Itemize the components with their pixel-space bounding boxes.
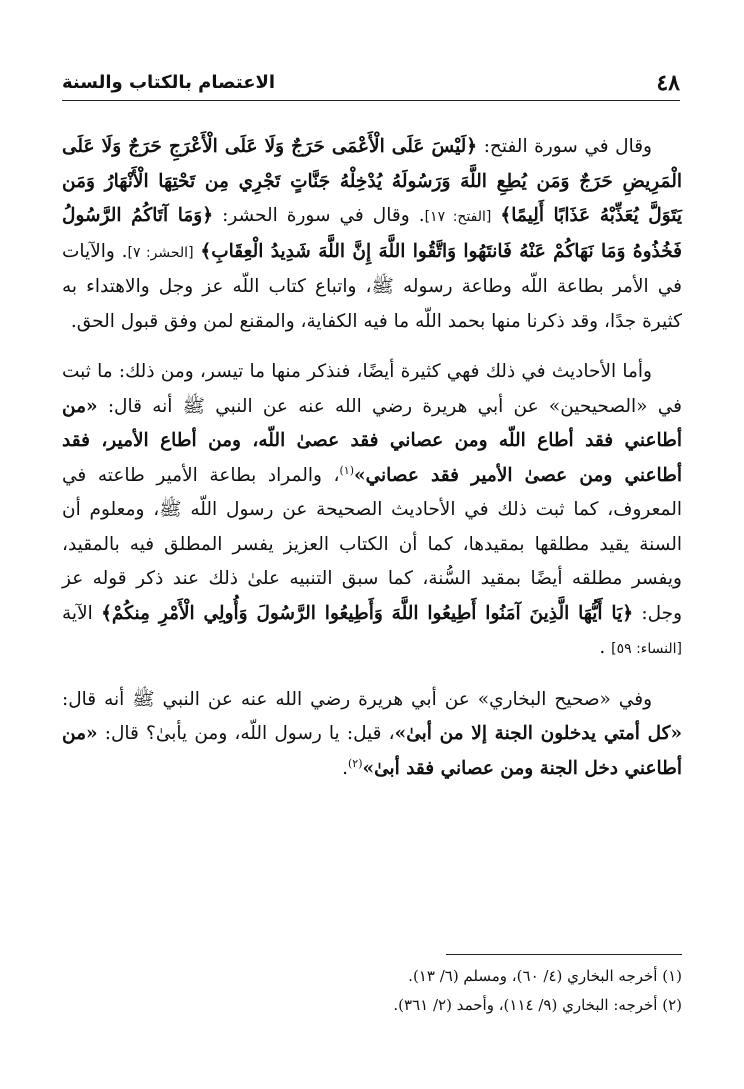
p2-after-quran: الآية: [62, 602, 93, 624]
paragraph-3: [62, 683, 682, 787]
p2-intro: وأما الأحاديث في ذلك فهي كثيرة أيضًا، فنذكر منها ما تيسر، ومن ذلك: ما ثبت في «الصحيحين» عن أبي هريرة رضي الله عنه عن النبي ﷺ أنه قال:: [62, 361, 682, 417]
footnote-marker-1: (١): [339, 463, 355, 477]
hadith-obedience: «من أطاعني فقد أطاع اللّه ومن عصاني فقد عصىٰ اللّه، ومن أطاع الأمير، فقد أطاعني ومن عصىٰ الأمير فقد عصاني»: [62, 395, 682, 486]
footnotes: [62, 962, 682, 1020]
body-text: [62, 130, 682, 802]
hadith-who-obeys: «من أطاعني دخل الجنة ومن عصاني فقد أبىٰ»: [62, 723, 682, 779]
paragraph-2: [62, 355, 682, 667]
p2-rest: ، والمراد بطاعة الأمير طاعته في المعروف، كما ثبت ذلك في الأحاديث الصحيحة عن رسول اللّه ﷺ، ومعلوم أن السنة يقيد مطلقها بمقيدها، كما أن الكتاب العزيز يفسر المطلق فيه بالمقيد، ويفسر مطلقه أيضًا بمقيد السُّنة، كما سبق التنبيه علىٰ ذلك عند ذكر قوله عز وجل:: [62, 464, 683, 624]
footnote-marker-2: (٢): [347, 756, 363, 770]
p2-end: .: [599, 637, 606, 658]
p1-intro: وقال في سورة الفتح:: [483, 136, 652, 157]
paragraph-1: [62, 130, 682, 339]
verse-reference-hashr: [الحشر: ٧]: [127, 244, 194, 261]
footnote-1: (١) أخرجه البخاري (٤/ ٦٠)، ومسلم (٦/ ١٣).: [408, 967, 682, 985]
verse-reference-fath: [الفتح: ١٧]: [424, 209, 492, 225]
verse-reference-nisa: [النساء: ٥٩]: [611, 641, 682, 657]
p1-mid: . وقال في سورة الحشر:: [222, 205, 425, 226]
p3-intro: وفي «صحيح البخاري» عن أبي هريرة رضي الله عنه عن النبي ﷺ أنه قال:: [62, 688, 652, 710]
page-header: [62, 66, 680, 101]
footnote-divider: [446, 954, 682, 955]
p3-end: .: [342, 757, 348, 779]
footnote-2: (٢) أخرجه: البخاري (٩/ ١١٤)، وأحمد (٢/ ٣٦١).: [393, 996, 682, 1014]
p1-rest: . والآيات في الأمر بطاعة اللّه وطاعة رسوله ﷺ، واتباع كتاب اللّه عز وجل والاهتداء به كثيرة جدًا، وقد ذكرنا منها بحمد اللّه ما فيه الكفاية، والمقنع لمن وفق قبول الحق.: [62, 240, 682, 332]
hadith-all-enter-paradise: «كل أمتي يدخلون الجنة إلا من أبىٰ»: [394, 723, 683, 744]
quran-verse-hashr: ﴿وَمَا آتَاكُمُ الرَّسُولُ فَخُذُوهُ وَمَا نَهَاكُمْ عَنْهُ فَانتَهُوا وَاتَّقُوا اللَّهَ إِنَّ اللَّهَ شَدِيدُ الْعِقَابِ﴾: [62, 205, 682, 262]
quran-verse-nisa: ﴿يَا أَيُّهَا الَّذِينَ آمَنُوا أَطِيعُوا اللَّهَ وَأَطِيعُوا الرَّسُولَ وَأُولِي الْأَمْرِ مِنكُمْ﴾: [101, 602, 634, 624]
p3-mid: ، قيل: يا رسول اللّه، ومن يأبىٰ؟ قال:: [104, 723, 395, 744]
page-number: ٤٨: [656, 70, 680, 96]
quran-verse-fath: ﴿لَيْسَ عَلَى الْأَعْمَى حَرَجٌ وَلَا عَلَى الْأَعْرَجِ حَرَجٌ وَلَا عَلَى الْمَرِيضِ حَرَجٌ وَمَن يُطِعِ اللَّهَ وَرَسُولَهُ يُدْخِلْهُ جَنَّاتٍ تَجْرِي مِن تَحْتِهَا الْأَنْهَارُ وَمَن يَتَوَلَّ يُعَذِّبْهُ عَذَابًا أَلِيمًا﴾: [62, 136, 682, 226]
running-title: الاعتصام بالكتاب والسنة: [62, 72, 276, 93]
